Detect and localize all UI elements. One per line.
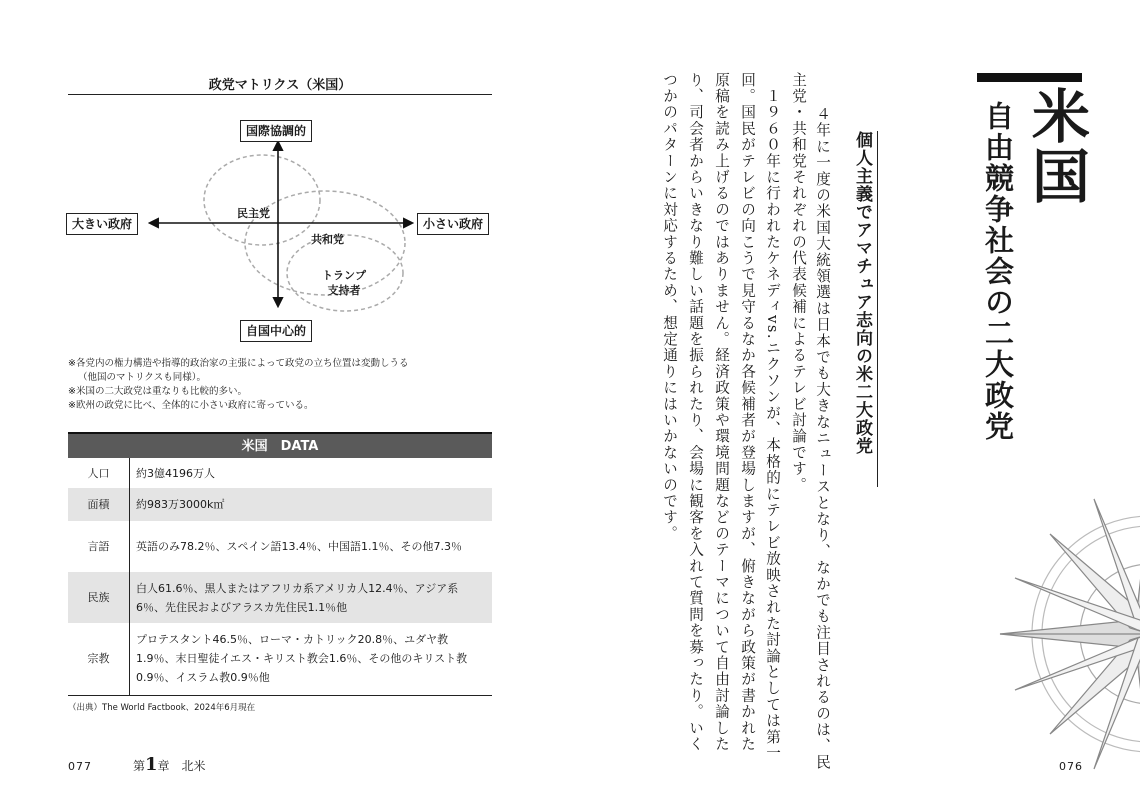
party-label-republican: 共和党 (311, 233, 344, 246)
matrix-title-rule (68, 94, 492, 95)
axis-label-top: 国際協調的 (240, 120, 312, 142)
body-text-line-7: つかのパターンに対応するため、想定通りにはいかないのです。 (661, 72, 678, 542)
party-label-trump-line2: 支持者 (327, 284, 361, 297)
table-row (68, 521, 492, 572)
page-number-left: 077 (68, 760, 92, 773)
chapter-suffix: 章 北米 (157, 759, 206, 773)
row-label-area: 面積 (68, 488, 130, 521)
chapter-label (133, 754, 206, 775)
subheading-rule (877, 131, 878, 487)
section-subheading: 個人主義でアマチュア志向の米二大政党 (852, 131, 872, 455)
axis-label-left: 大きい政府 (66, 213, 138, 235)
row-label-ethnicity: 民族 (68, 572, 130, 623)
body-text-line-3: １９６０年に行われたケネディvs.ニクソンが、本格的にテレビ放映された討論としては第一 (764, 72, 781, 762)
data-table (68, 458, 492, 696)
party-label-democrat: 民主党 (237, 207, 270, 220)
chapter-title-main: 米国 (1022, 86, 1090, 206)
table-row (68, 572, 492, 623)
row-value-area: 約983万3000k㎡ (130, 488, 493, 521)
row-value-population: 約3億4196万人 (136, 466, 215, 480)
chapter-prefix: 第 (133, 759, 146, 773)
democrat-ellipse (204, 155, 320, 245)
row-label-language: 言語 (68, 521, 130, 572)
table-row (68, 458, 492, 488)
body-text-line-4: 回。国民がテレビの向こうで見守るなか各候補者が登場しますが、俯きながら政策が書かれた (739, 72, 756, 753)
chapter-title-sub: 自由競争社会の二大政党 (981, 101, 1015, 442)
row-value-ethnicity: 白人61.6％、黒人またはアフリカ系アメリカ人12.4％、アジア系6％、先住民およびアラスカ先住民1.1％他 (130, 572, 493, 623)
data-source: （出典）The World Factbook、2024年6月現在 (68, 703, 256, 713)
row-label-population: 人口 (68, 458, 130, 488)
note-1-cont: （他国のマトリクスも同様）。 (78, 372, 206, 383)
matrix-title: 政党マトリクス（米国） (208, 78, 352, 93)
chapter-number: 1 (145, 754, 158, 775)
row-value-language: 英語のみ78.2％、スペイン語13.4％、中国語1.1％、その他7.3％ (136, 540, 462, 553)
row-value-religion: プロテスタント46.5％、ローマ・カトリック20.8％、ユダヤ教1.9％、末日聖徒イエス・キリスト教会1.6％、その他のキリスト教0.9％、イスラム教0.9％他 (130, 623, 493, 695)
note-2: ※米国の二大政党は重なりも比較的多い。 (68, 386, 247, 397)
table-row (68, 488, 492, 521)
axis-label-right: 小さい政府 (417, 213, 489, 235)
row-label-religion: 宗教 (68, 623, 130, 695)
body-text-line-2: 主党・共和党それぞれの代表候補によるテレビ討論です。 (790, 72, 807, 494)
note-3: ※欧州の政党に比べ、全体的に小さい政府に寄っている。 (68, 400, 314, 411)
party-label-trump-supporters (322, 268, 366, 298)
title-bar (977, 73, 1082, 82)
body-text-line-1: ４年に一度の米国大統領選は日本でも大きなニュースとなり、なかでも注目されるのは、民 (814, 90, 831, 771)
compass-rose-icon (940, 484, 1140, 784)
data-table-header: 米国 DATA (68, 432, 492, 458)
body-text-line-6: り、司会者からいきなり難しい話題を振られたり、会場に観客を入れて質問を募ったり。いく (687, 72, 704, 753)
axis-label-bottom: 自国中心的 (240, 320, 312, 342)
page-number-right: 076 (1059, 760, 1083, 773)
compass-rose-svg (940, 484, 1140, 784)
party-label-trump-line1: トランプ (322, 269, 366, 282)
note-1: ※各党内の権力構造や指導的政治家の主張によって政党の立ち位置は変動しうる (68, 358, 409, 369)
body-text-line-5: 原稿を読み上げるのではありません。経済政策や環境問題などのテーマについて自由討論した (713, 72, 730, 753)
table-row (68, 623, 492, 695)
